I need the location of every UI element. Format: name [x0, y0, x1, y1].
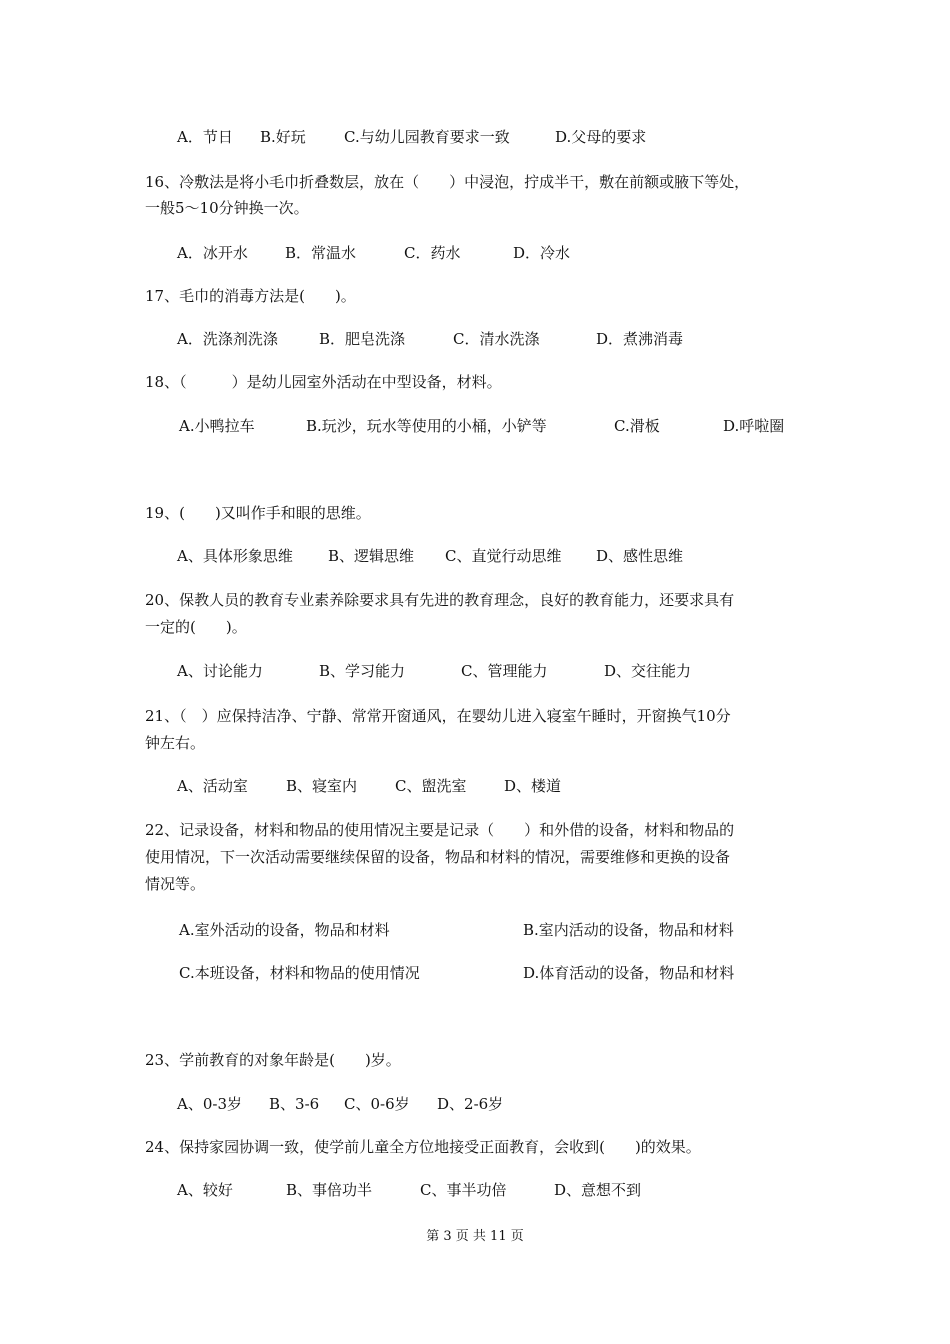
- q23-option-b: B、3-6: [269, 1095, 320, 1113]
- q15-option-d: D.父母的要求: [555, 128, 647, 146]
- q24-option-d: D、意想不到: [554, 1181, 642, 1199]
- q22-stem-line2: 使用情况，下一次活动需要继续保留的设备，物品和材料的情况，需要维修和更换的设备: [145, 848, 731, 866]
- q21-option-d: D、楼道: [504, 777, 562, 795]
- q15-option-a: A．节日: [177, 128, 233, 146]
- q17-stem: 17、毛巾的消毒方法是( )。: [145, 287, 356, 305]
- q20-option-a: A、讨论能力: [177, 662, 263, 680]
- q18-stem: 18、（ ）是幼儿园室外活动在中型设备，材料。: [145, 373, 502, 391]
- q21-option-c: C、盥洗室: [395, 777, 467, 795]
- q20-option-d: D、交往能力: [604, 662, 692, 680]
- q18-option-d: D.呼啦圈: [723, 417, 785, 435]
- q20-option-b: B、学习能力: [319, 662, 406, 680]
- q21-stem-line2: 钟左右。: [145, 734, 206, 752]
- q19-option-b: B、逻辑思维: [328, 547, 415, 565]
- q24-stem: 24、保持家园协调一致，使学前儿童全方位地接受正面教育，会收到( )的效果。: [145, 1138, 701, 1156]
- q17-option-d: D．煮沸消毒: [596, 330, 684, 348]
- q18-option-c: C.滑板: [614, 417, 660, 435]
- page-footer: 第 3 页 共 11 页: [426, 1229, 524, 1244]
- q23-option-c: C、0-6岁: [344, 1095, 410, 1113]
- q17-option-b: B．肥皂洗涤: [319, 330, 406, 348]
- q16-option-d: D．冷水: [513, 244, 571, 262]
- q24-option-c: C、事半功倍: [420, 1181, 507, 1199]
- q22-option-d: D.体育活动的设备，物品和材料: [523, 964, 735, 982]
- q16-stem-line1: 16、冷敷法是将小毛巾折叠数层，放在（ ）中浸泡，拧成半干，敷在前额或腋下等处，: [145, 173, 750, 191]
- q18-option-a: A.小鸭拉车: [179, 417, 255, 435]
- q19-option-c: C、直觉行动思维: [445, 547, 562, 565]
- q20-option-c: C、管理能力: [461, 662, 548, 680]
- q15-option-b: B.好玩: [260, 128, 306, 146]
- q21-stem-line1: 21、（ ）应保持洁净、宁静、常常开窗通风，在婴幼儿进入寝室午睡时，开窗换气10分: [145, 707, 731, 725]
- q20-stem-line1: 20、保教人员的教育专业素养除要求具有先进的教育理念，良好的教育能力，还要求具有: [145, 591, 735, 609]
- q19-option-a: A、具体形象思维: [177, 547, 293, 565]
- q22-stem-line1: 22、记录设备，材料和物品的使用情况主要是记录（ ）和外借的设备，材料和物品的: [145, 821, 735, 839]
- q18-option-b: B.玩沙，玩水等使用的小桶，小铲等: [306, 417, 547, 435]
- q16-option-c: C．药水: [404, 244, 461, 262]
- q22-stem-line3: 情况等。: [145, 875, 206, 893]
- q22-option-c: C.本班设备，材料和物品的使用情况: [179, 964, 420, 982]
- q23-option-a: A、0-3岁: [177, 1095, 242, 1113]
- q24-option-a: A、较好: [177, 1181, 233, 1199]
- q21-option-a: A、活动室: [177, 777, 248, 795]
- q15-option-c: C.与幼儿园教育要求一致: [344, 128, 510, 146]
- q16-option-b: B．常温水: [285, 244, 357, 262]
- q19-stem: 19、( )又叫作手和眼的思维。: [145, 504, 371, 522]
- q24-option-b: B、事倍功半: [286, 1181, 373, 1199]
- q16-option-a: A．冰开水: [177, 244, 248, 262]
- q20-stem-line2: 一定的( )。: [145, 618, 247, 636]
- q16-stem-line2: 一般5～10分钟换一次。: [145, 199, 309, 217]
- q19-option-d: D、感性思维: [596, 547, 684, 565]
- q17-option-a: A．洗涤剂洗涤: [177, 330, 278, 348]
- q21-option-b: B、寝室内: [286, 777, 358, 795]
- q17-option-c: C．清水洗涤: [453, 330, 540, 348]
- q23-stem: 23、学前教育的对象年龄是( )岁。: [145, 1051, 401, 1069]
- q23-option-d: D、2-6岁: [437, 1095, 504, 1113]
- q22-option-b: B.室内活动的设备，物品和材料: [523, 921, 734, 939]
- q22-option-a: A.室外活动的设备，物品和材料: [179, 921, 390, 939]
